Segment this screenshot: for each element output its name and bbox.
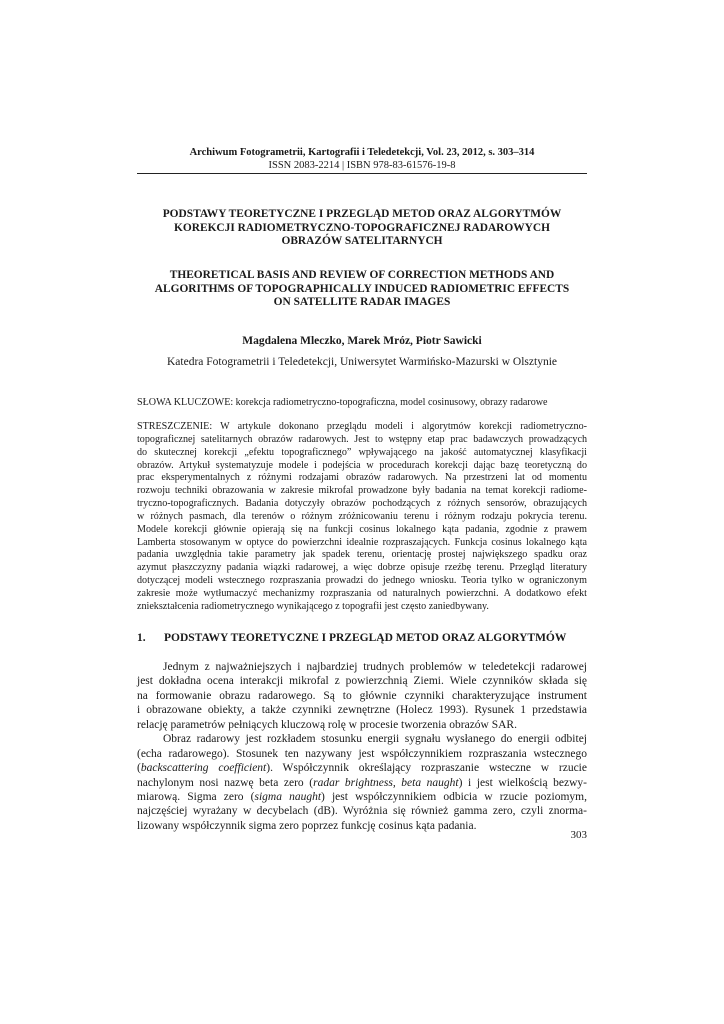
section-heading [137,631,587,645]
title-polish-line: OBRAZÓW SATELITARNYCH [281,235,443,248]
abstract-line: topograficznej satelitarnych obrazów radarowych. Jest to wstępny etap prac badawczych prowadzących [137,433,587,445]
paragraph-line [137,776,587,790]
paragraph-line: i obrazowane obiekty, a także czynniki zewnętrzne (Holecz 1993). Rysunek 1 przedstawia [137,704,587,717]
title-english-line: THEORETICAL BASIS AND REVIEW OF CORRECTION METHODS AND [169,269,555,281]
paragraph-line: lizowany współczynnik sigma zero poprzez funkcję cosinus kąta padania. [137,819,477,832]
abstract-line: dotyczącej modeli wstecznego rozpraszania prowadzi do jednego wniosku. Teoria tylko w ograniczonym [137,575,587,587]
section-title: PODSTAWY TEORETYCZNE I PRZEGLĄD METOD ORAZ ALGORYTMÓW [164,632,567,644]
abstract-line: padania uwzględnia takie parametry jak spadek terenu, orientację prostej największego spadku oraz [137,549,587,561]
text-fragment: ( [137,762,141,775]
paragraph-line [137,761,587,775]
body-text [137,660,587,833]
abstract-line: obrazów. Artykuł systematyzuje modele i podejścia w procedurach korekcji dając bazę teoretyczną do [137,459,587,471]
paragraph-line: jest dokładna ocena interakcji mikrofal z powierzchnią Ziemi. Wiele czynników składa się [137,675,587,688]
journal-header [137,146,587,172]
abstract-line: prac eksperymentalnych z różnymi rodzajami obrazów radarowych. Na przestrzeni lat od momentu [137,472,587,484]
abstract-line: rozwoju techniki obrazowania w zakresie mikrofal prowadzone były badania na temat korekcji radiome- [137,485,587,497]
title-polish [137,208,587,249]
keywords: SŁOWA KLUCZOWE: korekcja radiometryczno-topograficzna, model cosinusowy, obrazy radarowe [137,397,548,408]
paragraph-line: relację parametrów pełniących kluczową rolę w procesie tworzenia obrazów SAR. [137,718,517,731]
text-fragment: ) i jest wielkością bezwy- [458,776,587,789]
term-italic: radar brightness, beta naught [313,776,459,789]
text-fragment: nachylonym nosi nazwę beta zero ( [137,776,314,789]
paragraph-line [137,790,587,804]
title-english-line: ALGORITHMS OF TOPOGRAPHICALLY INDUCED RADIOMETRIC EFFECTS [154,282,570,295]
paragraph-line: najczęściej wyrażany w decybelach (dB). Wyróżnia się również gamma zero, czyli znorma- [137,805,587,818]
title-polish-line: PODSTAWY TEORETYCZNE I PRZEGLĄD METOD ORAZ ALGORYTMÓW [162,208,562,220]
term-italic: backscattering coefficient [140,762,267,775]
paragraph-line: Obraz radarowy jest rozkładem stosunku energii sygnału wysłanego do energii odbitej [163,733,587,746]
text-fragment: ) jest współczynnikiem odbicia w rzucie poziomym, [321,790,587,803]
abstract-line: Modele korekcji głównie opierają się na funkcji cosinus lokalnego kąta padania, zgodnie z prawem [137,523,587,535]
authors: Magdalena Mleczko, Marek Mróz, Piotr Sawicki [242,335,482,347]
abstract-line: Lamberta stosowanym w optyce do powierzchni idealnie rozpraszających. Funkcja cosinus lokalnego kąta [137,536,587,548]
journal-citation: Archiwum Fotogrametrii, Kartografii i Teledetekcji, Vol. 23, 2012, s. 303–314 [189,147,535,158]
abstract-line: azymut płaszczyzny padania wiązki radarowej, a więc dobrze opisuje rzeźbę terenu. Przegląd literatury [137,562,587,574]
text-fragment: ). Współczynnik określający rozpraszanie wsteczne w rzucie [266,762,587,775]
abstract-line: STRESZCZENIE: W artykule dokonano przeglądu modeli i algorytmów korekcji radiometryczno- [137,421,587,432]
paragraph-line: na formowanie obrazu radarowego. Są to głównie czynniki charakteryzujące instrument [137,689,587,702]
header-rule [137,173,587,174]
abstract-line: zniekształcenia radiometrycznego wynikającego z topografii jest często zaniedbywany. [137,600,489,612]
abstract-line: w różnych pasmach, dla terenów o różnym zróżnicowaniu terenu i różnym rodzaju pokrycia terenu. [137,510,587,522]
section-number: 1. [137,632,146,644]
issn-isbn: ISSN 2083-2214 | ISBN 978-83-61576-19-8 [268,160,456,171]
title-polish-line: KOREKCJI RADIOMETRYCZNO-TOPOGRAFICZNEJ RADAROWYCH [174,221,550,234]
abstract-line: tryczno-topograficznych. Badania dotyczyły obrazów pochodzących z różnych sensorów, obrazujących [137,498,587,510]
affiliation: Katedra Fotogrametrii i Teledetekcji, Uniwersytet Warmińsko-Mazurski w Olsztynie [166,356,558,368]
term-italic: sigma naught [254,790,322,803]
text-fragment: miarową. Sigma zero ( [137,790,255,803]
paragraph-line: (echa radarowego). Stosunek ten nazywany jest współczynnikiem rozpraszania wstecznego [137,747,587,760]
abstract [137,421,587,614]
paragraph-line: Jednym z najważniejszych i najbardziej trudnych problemów w teledetekcji radarowej [163,661,587,673]
abstract-line: do skutecznej korekcji „efektu topograficznego” wpływającego na jakość automatycznej klasyfikacji [137,446,587,458]
title-english [137,269,587,310]
abstract-line: zakresie może wytłumaczyć mechanizmy rozpraszania od naturalnych powierzchni. A dodatkowo efekt [137,587,587,599]
page-number: 303 [570,829,587,841]
title-english-line: ON SATELLITE RADAR IMAGES [273,296,451,309]
